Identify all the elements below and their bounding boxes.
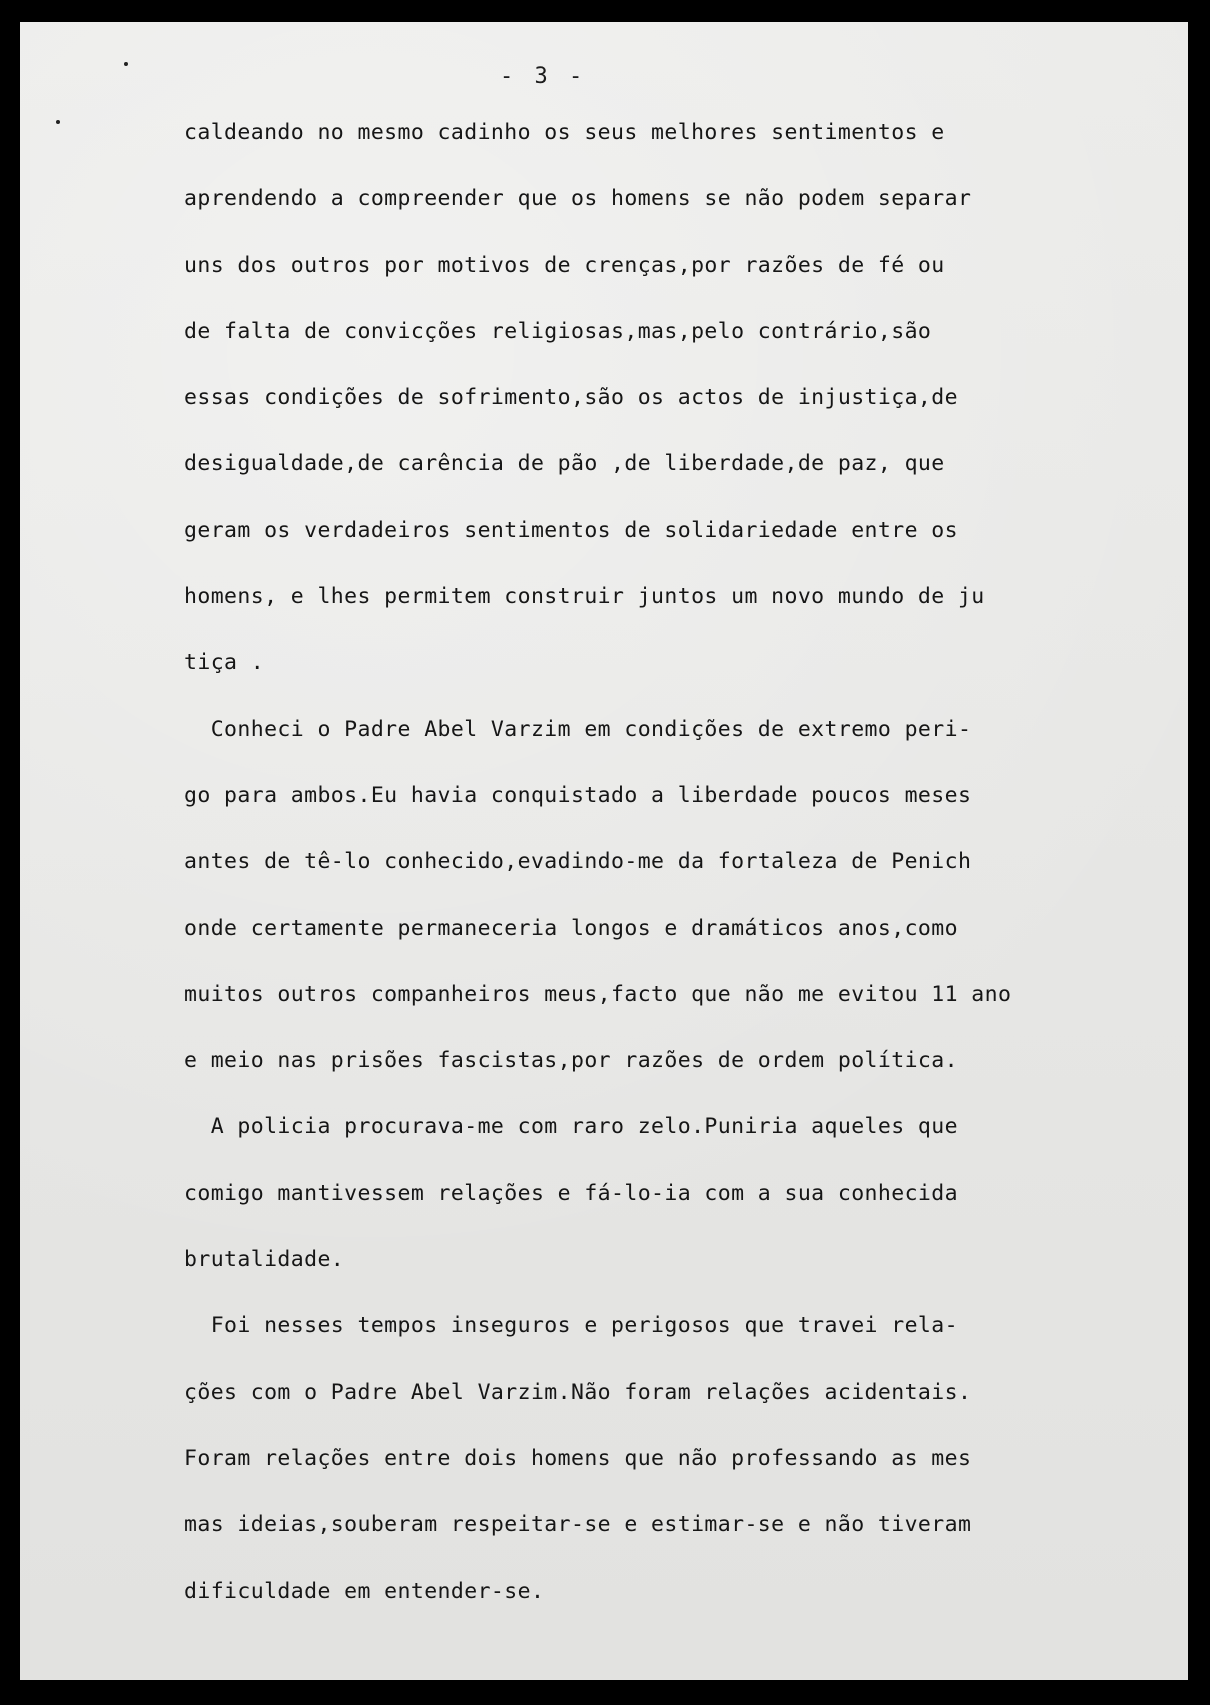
text-line: aprendendo a compreender que os homens se não podem separar (184, 186, 972, 212)
text-line: dificuldade em entender-se. (184, 1578, 545, 1604)
text-line: de falta de convicções religiosas,mas,pelo contrário,são (184, 318, 932, 344)
text-line: homens, e lhes permitem construir juntos um novo mundo de ju (184, 584, 985, 610)
paragraph-start-line: A policia procurava-me com raro zelo.Puniria aqueles que (184, 1114, 958, 1140)
paragraph-start-line: Conheci o Padre Abel Varzim em condições de extremo peri- (184, 716, 972, 742)
text-line: tiça . (184, 650, 265, 676)
text-line: caldeando no mesmo cadinho os seus melhores sentimentos e (184, 120, 945, 145)
text-line: desigualdade,de carência de pão ,de liberdade,de paz, que (184, 451, 945, 477)
text-line: brutalidade. (184, 1247, 345, 1273)
text-line: Foram relações entre dois homens que não professando as mes (184, 1445, 972, 1471)
typewritten-body (184, 122, 1184, 1647)
page-number: - 3 - (500, 64, 587, 89)
text-line: mas ideias,souberam respeitar-se e estimar-se e não tiveram (184, 1512, 972, 1538)
text-line: essas condições de sofrimento,são os actos de injustiça,de (184, 385, 958, 411)
text-line: ções com o Padre Abel Varzim.Não foram relações acidentais. (184, 1379, 972, 1405)
text-line: go para ambos.Eu havia conquistado a liberdade poucos meses (184, 782, 972, 808)
text-line: muitos outros companheiros meus,facto que não me evitou 11 ano (184, 981, 1012, 1007)
text-line: geram os verdadeiros sentimentos de solidariedade entre os (184, 517, 958, 543)
text-line: uns dos outros por motivos de crenças,por razões de fé ou (184, 252, 945, 278)
text-line: e meio nas prisões fascistas,por razões de ordem política. (184, 1048, 958, 1074)
text-line: antes de tê-lo conhecido,evadindo-me da fortaleza de Penich (184, 849, 972, 875)
text-line: comigo mantivessem relações e fá-lo-ia com a sua conhecida (184, 1180, 958, 1206)
ink-speck (124, 62, 128, 66)
paragraph-start-line: Foi nesses tempos inseguros e perigosos que travei rela- (184, 1313, 958, 1339)
text-line: onde certamente permaneceria longos e dramáticos anos,como (184, 915, 958, 941)
ink-speck (56, 120, 60, 124)
